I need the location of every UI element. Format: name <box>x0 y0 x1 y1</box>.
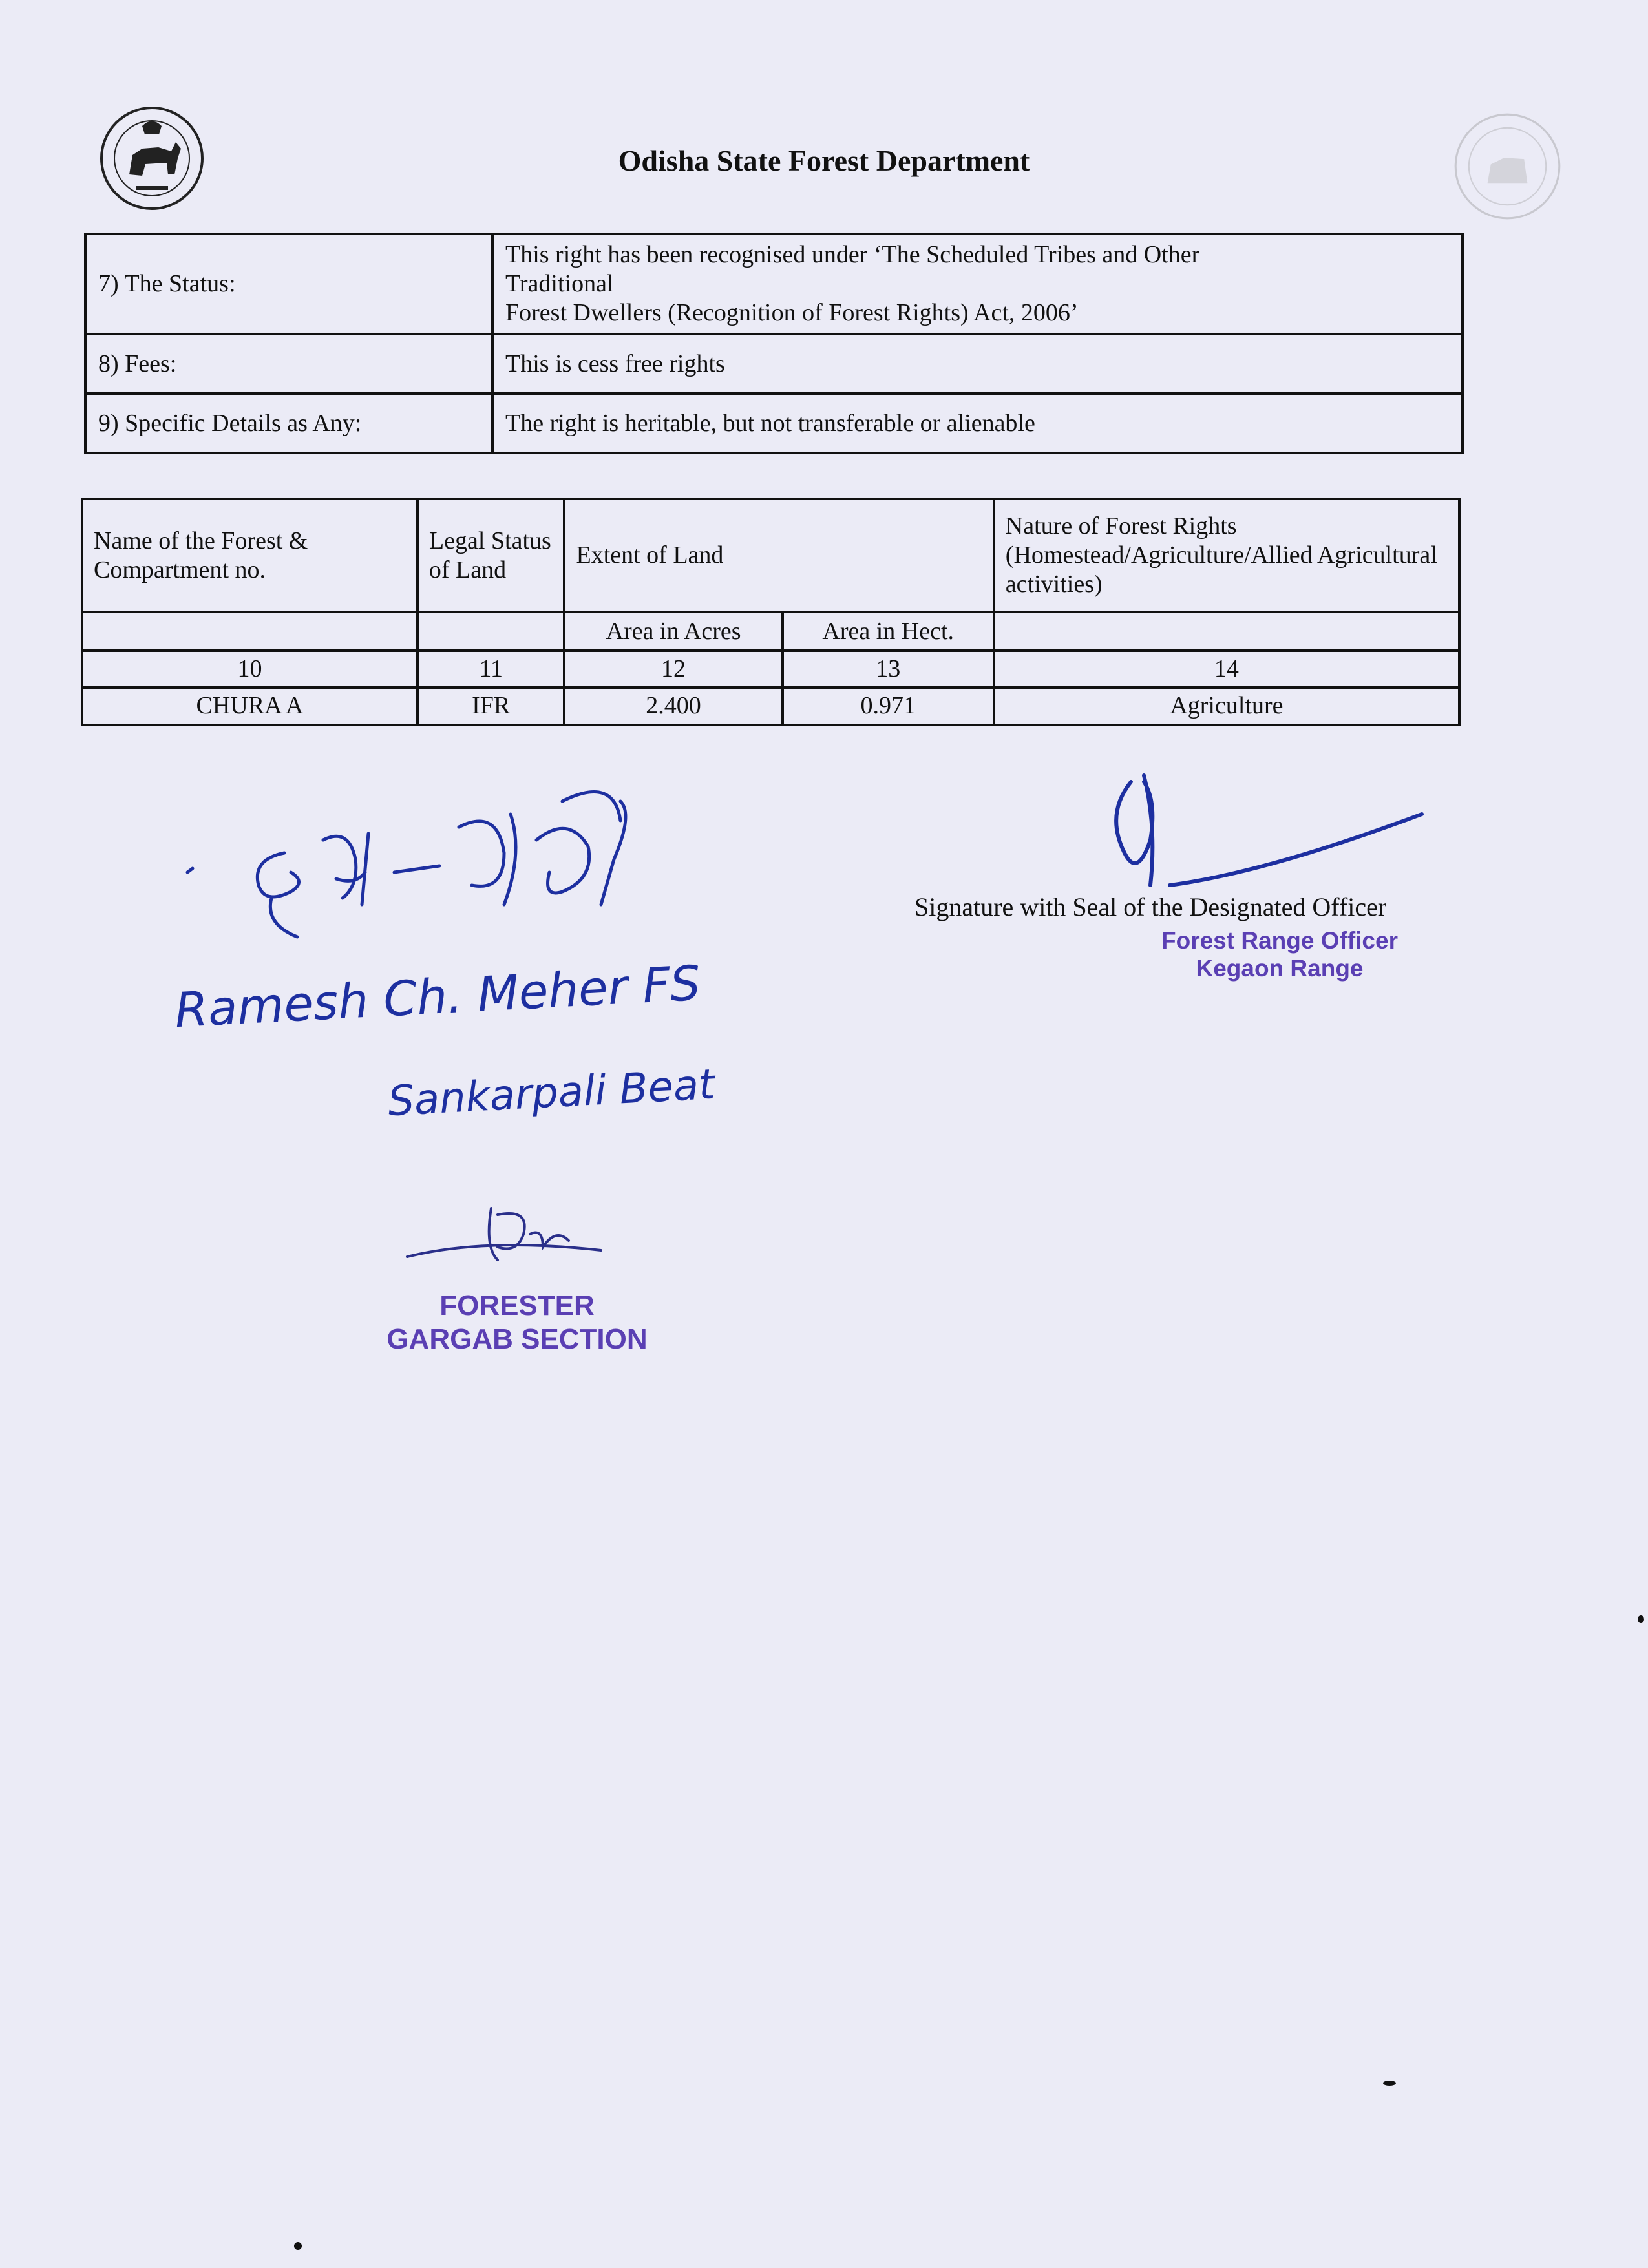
area-acres-value: 2.400 <box>564 688 782 725</box>
status-value-line: This right has been recognised under ‘The Scheduled Tribes and Other <box>505 241 1200 269</box>
column-number: 12 <box>564 651 782 688</box>
area-hect-value: 0.971 <box>783 688 994 725</box>
header-area-hect: Area in Hect. <box>783 612 994 651</box>
status-value <box>492 234 1463 334</box>
header-area-acres: Area in Acres <box>564 612 782 651</box>
handwritten-name-note: Ramesh Ch. Meher FS <box>173 955 702 1039</box>
specific-details-label: 9) Specific Details as Any: <box>85 394 492 453</box>
legal-status-value: IFR <box>417 688 565 725</box>
status-label: 7) The Status: <box>85 234 492 334</box>
stamp-line: FORESTER <box>439 1290 595 1321</box>
handwritten-signature-odia <box>174 775 666 963</box>
forest-name-value: CHURA A <box>82 688 417 725</box>
stamp-line: GARGAB SECTION <box>386 1323 648 1355</box>
table-header-row <box>82 499 1459 612</box>
ink-speck <box>1383 2081 1396 2086</box>
column-number: 10 <box>82 651 417 688</box>
header-nature-of-rights: Nature of Forest Rights (Homestead/Agriculture/Allied Agricultural activities) <box>994 499 1459 612</box>
stamp-line: Forest Range Officer <box>1161 927 1398 954</box>
ink-speck <box>294 2242 302 2250</box>
table-row <box>82 688 1459 725</box>
forester-stamp <box>362 1289 672 1356</box>
nature-value: Agriculture <box>994 688 1459 725</box>
range-officer-stamp <box>1099 927 1461 982</box>
table-row <box>85 394 1463 453</box>
column-number: 13 <box>783 651 994 688</box>
ink-speck <box>1638 1615 1644 1623</box>
header-legal-status: Legal Status of Land <box>417 499 565 612</box>
fees-label: 8) Fees: <box>85 334 492 394</box>
table-row <box>85 334 1463 394</box>
table-subheader-row <box>82 612 1459 651</box>
officer-signature-caption: Signature with Seal of the Designated Officer <box>914 892 1387 921</box>
fees-value: This is cess free rights <box>492 334 1463 394</box>
status-table <box>84 233 1464 454</box>
column-number-row <box>82 651 1459 688</box>
header-extent-of-land: Extent of Land <box>564 499 993 612</box>
specific-details-value: The right is heritable, but not transferable or alienable <box>492 394 1463 453</box>
status-value-line: Forest Dwellers (Recognition of Forest Rights) Act, 2006’ <box>505 299 1079 326</box>
column-number: 11 <box>417 651 565 688</box>
land-details-table <box>81 498 1461 726</box>
empty-cell <box>994 612 1459 651</box>
empty-cell <box>417 612 565 651</box>
table-row <box>85 234 1463 334</box>
forester-signature <box>401 1195 607 1279</box>
column-number: 14 <box>994 651 1459 688</box>
page-title: Odisha State Forest Department <box>618 144 1030 177</box>
header-forest-name: Name of the Forest & Compartment no. <box>82 499 417 612</box>
empty-cell <box>82 612 417 651</box>
status-value-line: Traditional <box>505 270 614 298</box>
handwritten-beat-note: Sankarpali Beat <box>386 1060 716 1126</box>
stamp-line: Kegaon Range <box>1196 954 1364 982</box>
